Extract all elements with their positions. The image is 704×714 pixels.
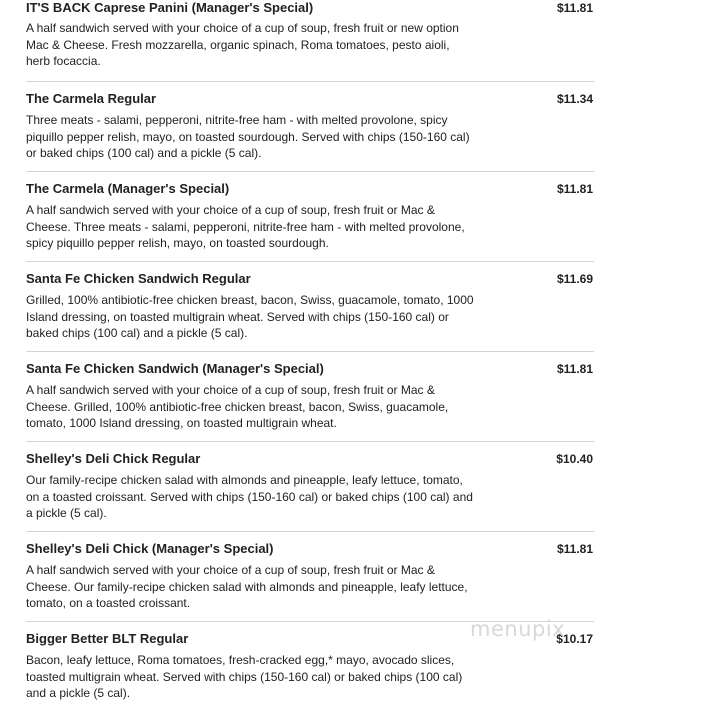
item-price: $11.81 (556, 1, 593, 15)
menu-item-header (26, 91, 594, 106)
menu-item-header (26, 361, 594, 376)
menu-item-header (26, 451, 594, 466)
menu-item (26, 262, 594, 352)
item-price: $11.81 (556, 542, 593, 556)
watermark-logo: menupix (470, 617, 566, 641)
item-description: A half sandwich served with your choice of a cup of soup, fresh fruit or Mac & Cheese. Three meats - salami, pepperoni, nitrite-free ham - with melted provolone, spicy piquillo pepper relish, mayo, on toasted sourdough. (26, 203, 465, 250)
menu-item (26, 532, 594, 622)
item-price: $10.17 (556, 632, 593, 646)
item-description: Bacon, leafy lettuce, Roma tomatoes, fresh-cracked egg,* mayo, avocado slices, toasted multigrain wheat. Served with chips (150-160 cal) or baked chips (100 cal) and a pickle (5 cal). (26, 653, 463, 700)
item-description: A half sandwich served with your choice of a cup of soup, fresh fruit or new option Mac & Cheese. Fresh mozzarella, organic spinach, Roma tomatoes, pesto aioli, herb focaccia. (26, 21, 459, 68)
item-price: $11.34 (556, 92, 593, 106)
menu-item (26, 0, 594, 82)
item-description: A half sandwich served with your choice of a cup of soup, fresh fruit or Mac & Cheese. Grilled, 100% antibiotic-free chicken breast, bacon, Swiss, guacamole, tomato, 1000 Island dressing, on toasted multigrain wheat. (26, 383, 449, 430)
menu-item (26, 442, 594, 532)
item-description: A half sandwich served with your choice of a cup of soup, fresh fruit or Mac & Cheese. Our family-recipe chicken salad with almonds and pineapple, leafy lettuce, tomato, on a toasted croissant. (26, 563, 468, 610)
menu-item (26, 172, 594, 262)
menu-item-header (26, 181, 594, 196)
item-name: Bigger Better BLT Regular (26, 631, 189, 646)
menu-item (26, 352, 594, 442)
item-description: Our family-recipe chicken salad with almonds and pineapple, leafy lettuce, tomato, on a toasted croissant. Served with chips (150-160 cal) or baked chips (100 cal) and a pickle (5 cal). (26, 473, 473, 520)
item-description: Grilled, 100% antibiotic-free chicken breast, bacon, Swiss, guacamole, tomato, 1000 Island dressing, on toasted multigrain wheat. Served with chips (150-160 cal) or baked chips (100 cal) and a pickle (5 cal). (26, 293, 474, 340)
item-price: $11.69 (556, 272, 593, 286)
item-name: Santa Fe Chicken Sandwich (Manager's Special) (26, 361, 324, 376)
item-name: Santa Fe Chicken Sandwich Regular (26, 271, 251, 286)
item-name: The Carmela Regular (26, 91, 157, 106)
menu-list (26, 0, 594, 714)
item-name: Shelley's Deli Chick Regular (26, 451, 201, 466)
menu-item (26, 82, 594, 172)
menu-item-header (26, 271, 594, 286)
item-price: $11.81 (556, 362, 593, 376)
menu-item-header (26, 541, 594, 556)
item-description: Three meats - salami, pepperoni, nitrite-free ham - with melted provolone, spicy piquillo pepper relish, mayo, on toasted sourdough. Served with chips (150-160 cal) or baked chips (100 cal) and a pickle (5 cal). (26, 113, 470, 160)
item-price: $11.81 (556, 182, 593, 196)
item-name: The Carmela (Manager's Special) (26, 181, 230, 196)
item-name: IT'S BACK Caprese Panini (Manager's Special) (26, 0, 314, 15)
menu-item-header (26, 0, 594, 15)
item-name: Shelley's Deli Chick (Manager's Special) (26, 541, 274, 556)
item-price: $10.40 (556, 452, 593, 466)
